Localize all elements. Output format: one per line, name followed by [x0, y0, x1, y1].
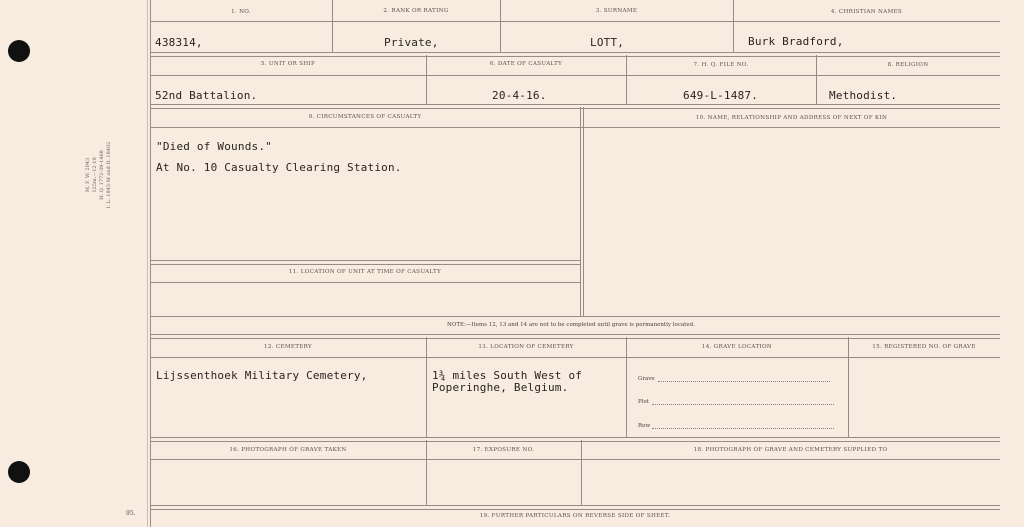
- label-surname: 3. SURNAME: [595, 8, 638, 14]
- value-religion: Methodist.: [829, 89, 898, 102]
- value-unit: 52nd Battalion.: [155, 89, 258, 102]
- grave-field-line: [658, 381, 830, 382]
- label-unit: 5. UNIT OR SHIP: [260, 61, 316, 67]
- label-no: 1. NO.: [231, 9, 251, 15]
- value-circumstances-line2: At No. 10 Casualty Clearing Station.: [156, 161, 402, 174]
- value-no: 438314,: [155, 36, 203, 49]
- row-field-label: Row: [638, 423, 651, 429]
- label-location-of-unit: 11. LOCATION OF UNIT AT TIME OF CASUALTY: [288, 269, 442, 275]
- label-photo-taken: 16. PHOTOGRAPH OF GRAVE TAKEN: [229, 447, 347, 453]
- label-photo-supplied: 18. PHOTOGRAPH OF GRAVE AND CEMETERY SUPPLIED TO: [693, 447, 888, 453]
- label-cemetery: 12. CEMETERY: [264, 344, 312, 350]
- note-text: NOTE:—Items 12, 13 and 14 are not to be completed until grave is permanently located.: [447, 322, 695, 328]
- value-surname: LOTT,: [590, 36, 625, 49]
- row-field-line: [652, 428, 834, 429]
- label-date: 6. DATE OF CASUALTY: [489, 61, 563, 67]
- grave-field-label: Grave: [638, 376, 655, 382]
- value-date: 20-4-16.: [492, 89, 547, 102]
- label-exposure-no: 17. EXPOSURE NO.: [472, 447, 535, 453]
- label-grave-location: 14. GRAVE LOCATION: [701, 344, 773, 350]
- label-further-particulars: 19. FURTHER PARTICULARS ON REVERSE SIDE OF SHEET.: [479, 513, 671, 519]
- label-rank: 2. RANK OR RATING: [383, 8, 449, 14]
- punch-hole-bottom: [8, 461, 30, 483]
- value-hq-file: 649-L-1487.: [683, 89, 759, 102]
- label-registered-no: 15. REGISTERED NO. OF GRAVE: [872, 344, 976, 350]
- value-circumstances-line1: "Died of Wounds.": [156, 140, 272, 153]
- value-cemetery-location-line2: Poperinghe, Belgium.: [432, 381, 569, 394]
- label-hq-file: 7. H. Q. FILE NO.: [693, 62, 749, 68]
- corner-number: 95.: [126, 510, 136, 517]
- value-rank: Private,: [384, 36, 439, 49]
- label-next-of-kin: 10. NAME, RELATIONSHIP AND ADDRESS OF NEXT OF KIN: [695, 115, 888, 121]
- label-cemetery-location: 13. LOCATION OF CEMETERY: [478, 344, 574, 350]
- side-print-code: M. F. W. 2043 125m.—12-19 H. Q. 1772-39-1468 I. L. 1845-M and D. 18402: [85, 141, 112, 209]
- plot-field-label: Plot: [638, 399, 649, 405]
- value-cemetery-location-line1: 1¾ miles South West of: [432, 369, 583, 382]
- plot-field-line: [652, 404, 834, 405]
- label-religion: 8. RELIGION: [887, 62, 929, 68]
- label-christian-names: 4. CHRISTIAN NAMES: [830, 9, 903, 15]
- punch-hole-top: [8, 40, 30, 62]
- label-circumstances: 9. CIRCUMSTANCES OF CASUALTY: [308, 114, 422, 120]
- value-cemetery: Lijssenthoek Military Cemetery,: [156, 369, 368, 382]
- value-christian-names: Burk Bradford,: [748, 35, 844, 48]
- card-edge-line: [147, 0, 148, 527]
